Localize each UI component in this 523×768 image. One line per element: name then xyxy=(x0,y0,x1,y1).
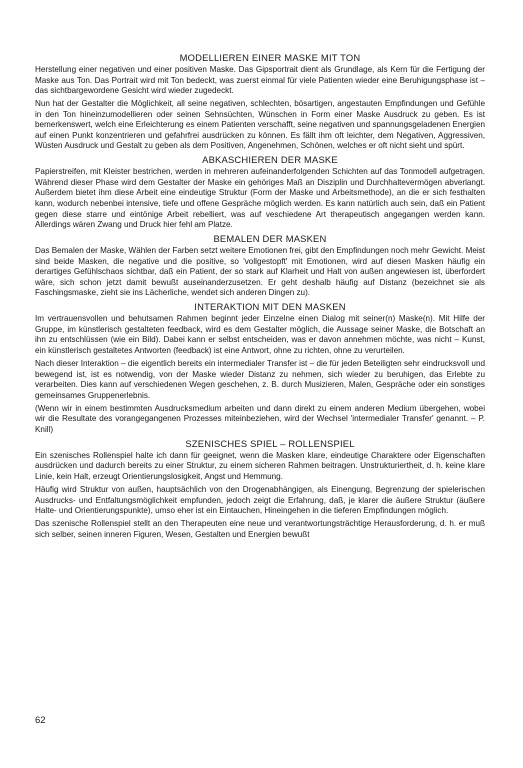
section-heading: ABKASCHIEREN DER MASKE xyxy=(202,154,338,166)
body-paragraph: Im vertrauensvollen und behutsamen Rahmen beginnt jeder Einzelne einen Dialog mit seiner(n) Maske(n). Mit Hilfe der Gruppe, im künstlerisch gestalteten feedback, wird es dem Gestalter möglich, die Aussage seiner Maske, die Botschaft an ihn zu entschlüssen (wie ein Bild). Dabei kann er selbst entscheiden, was er davon annehmen möchte, was nicht – Kunst, ein künstlerisch gestaltetes Antworten (feedback) ist eine Antwort, ohne zu richten, ohne zu verurteilen. xyxy=(35,314,485,356)
section-heading: SZENISCHES SPIEL – ROLLENSPIEL xyxy=(185,437,355,449)
section-heading: MODELLIEREN EINER MASKE MIT TON xyxy=(179,52,361,63)
body-paragraph: Das szenische Rollenspiel stellt an den Therapeuten eine neue und verantwortungsträchtige Herausforderung, d. h. er muß sich selber, seinen inneren Figuren, Wesen, Gestalten und Energien bewußt xyxy=(35,519,485,539)
section-abkaschieren xyxy=(35,154,485,230)
section-interaktion xyxy=(35,301,485,435)
body-paragraph: Ein szenisches Rollenspiel halte ich dann für geeignet, wenn die Masken klare, eindeutige Charaktere oder Eigenschaften ausdrücken und dadurch bereits zu einer Struktur, zu einem sicheren Rahmen beitragen. Unstrukturiertheit, d. h. keine klare Linie, kein Halt, erzeugt Orientierungslosigkeit, Angst und Hemmung. xyxy=(35,450,485,481)
section-heading: INTERAKTION MIT DEN MASKEN xyxy=(194,301,346,313)
body-paragraph: Herstellung einer negativen und einer positiven Maske. Das Gipsportrait dient als Grundlage, als Kern für die Fertigung der Maske aus Ton. Das Portrait wird mit Ton bedeckt, was zuerst einmal für viele Patienten wieder eine Beruhigungsphase ist – das sichtbargewordene Gesicht wird wieder zugedeckt. xyxy=(35,65,485,96)
body-paragraph: Häufig wird Struktur von außen, hauptsächlich von den Drogenabhängigen, als Einengung, Begrenzung der spielerischen Ausdrucks- und Entfaltungsmöglichkeit empfunden, jedoch zeigt die Erfahrung, daß, je klarer die äußere Struktur (äußere Halte- und Orientierungspunkte), umso eher ist ein Eintauchen, Hineingehen in die tieferen Empfindungen möglich. xyxy=(35,485,485,516)
body-paragraph: Papierstreifen, mit Kleister bestrichen, werden in mehreren aufeinanderfolgenden Schichten auf das Tonmodell aufgetragen. Während dieser Phase wird dem Gestalter der Maske ein gehöriges Maß an Disziplin und Durchhaltevermögen abverlangt. Außerdem bietet ihm diese Arbeit eine eindeutige Struktur (Form der Maske und Arbeitsmethode), an die er sich festhalten kann, wodurch nebenbei intensive, tiefe und offene Gespräche möglich werden. Es kann natürlich auch sein, daß ein Patient gegen diese starre und eintönige Arbeit rebelliert, was auf veschiedene Art therapeutisch angegangen werden kann. Allerdings wären Zwang und Druck hier fehl am Platze. xyxy=(35,167,485,230)
body-paragraph: Das Bemalen der Maske, Wählen der Farben setzt weitere Emotionen frei, gibt den Empfindungen noch mehr Gewicht. Meist sind beide Masken, die negative und die positive, so 'vollgestopft' mit Emotionen, wird auf diesen Masken häufig ein derartiges Gefühlschaos sichtbar, daß ein Patient, der so stark auf Klarheit und Halt von außen angewiesen ist, überfordert wäre, sich schon jetzt damit bewußt auseinanderzusetzen. Er geht deshalb häufig auf Distanz (bezeichnet sie als Faschingsmaske, zieht sie ins Lächerliche, wendet sich anderen Dingen zu). xyxy=(35,246,485,298)
section-heading: BEMALEN DER MASKEN xyxy=(213,233,327,245)
page-number: 62 xyxy=(35,715,46,726)
section-bemalen xyxy=(35,233,485,299)
body-paragraph: Nun hat der Gestalter die Möglichkeit, all seine negativen, schlechten, bösartigen, angestauten Empfindungen und Gefühle in den Ton hineinzumodellieren oder seinen Sehnsüchten, Wünschen in Form einer Maske Ausdruck zu geben. Es ist bemerkenswert, welch eine Erleichterung es einem Patienten verschafft, seine negativen und spannungsgeladenen Energien auf einen Punkt konzentrieren und gefahrfrei ausdrücken zu können. Es fällt ihm oft leichter, dem Negativen, Aggressiven, Wüsten Ausdruck und Gestalt zu geben als dem Positiven, Angenehmen, Schönen, welches er oft nicht sieht und spürt. xyxy=(35,99,485,151)
section-modellieren xyxy=(35,52,485,152)
body-paragraph: Nach dieser Interaktion – die eigentlich bereits ein intermedialer Transfer ist – die für jeden Beteiligten sehr eindrucksvoll und bewegend ist, ist es notwendig, von der Maske wieder Distanz zu nehmen, sich wieder zu beruhigen, das Erlebte zu verarbeiten. Dies kann auf verschiedenen Wegen geschehen, z. B. durch Musizieren, Malen, Gespräche oder ein sonstiges gemeinsames Gruppenerlebnis. xyxy=(35,359,485,400)
section-szenisches-spiel xyxy=(35,438,485,540)
body-paragraph: (Wenn wir in einem bestimmten Ausdrucksmedium arbeiten und dann direkt zu einem anderen Medium übergehen, wobei wir die Resultate des vorangegangenen Prozesses miteinbeziehen, wird der Wechsel 'intermedialer Transfer' genannt. – P. Knill) xyxy=(35,403,485,434)
